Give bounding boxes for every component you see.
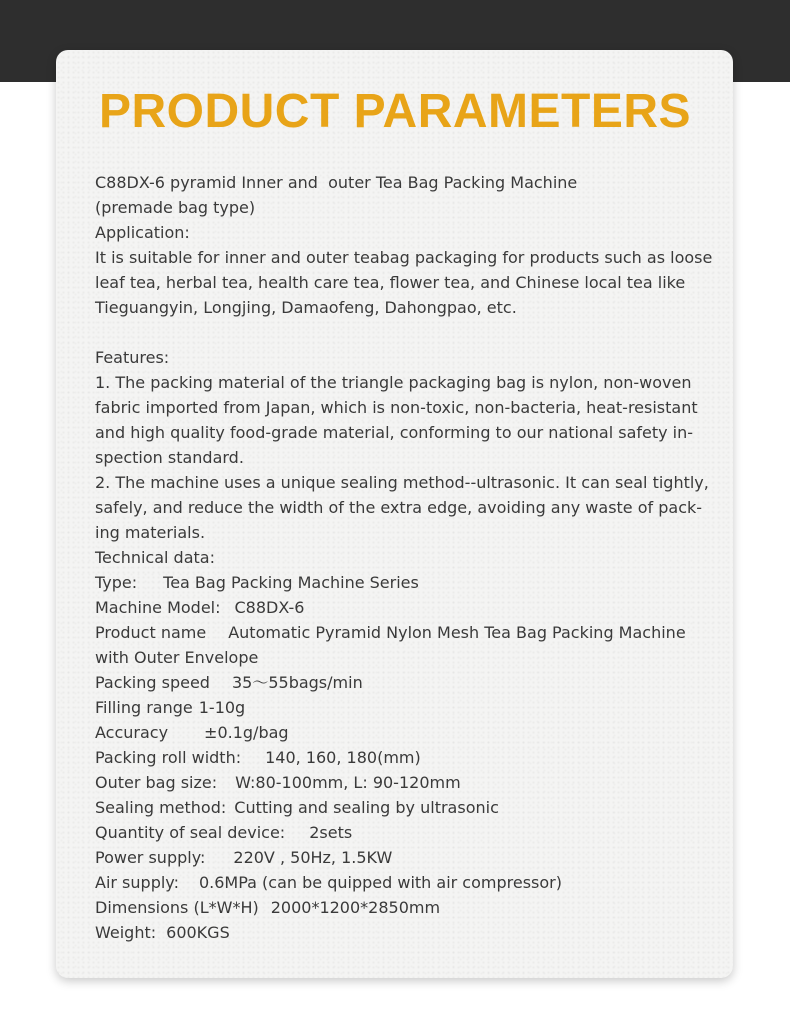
spec-value: 1-10g <box>198 698 246 717</box>
features-heading: Features: <box>95 348 170 367</box>
spec-row-weight <box>95 920 725 945</box>
features-text-line: 1. The packing material of the triangle packaging bag is nylon, non-woven <box>95 373 692 392</box>
spec-row-accuracy <box>95 720 725 745</box>
spec-row-outer-bag-size <box>95 770 725 795</box>
spec-value: Cutting and sealing by ultrasonic <box>234 798 499 817</box>
spec-label: Packing roll width: <box>95 748 242 767</box>
spec-label: Product name <box>95 623 207 642</box>
application-text-line: It is suitable for inner and outer teabag packaging for products such as loose <box>95 248 713 267</box>
spec-row-product-name-cont <box>95 645 725 670</box>
spec-row-air-supply <box>95 870 725 895</box>
application-text-line: leaf tea, herbal tea, health care tea, flower tea, and Chinese local tea like <box>95 273 686 292</box>
spec-value: 600KGS <box>166 923 230 942</box>
spec-value: 2sets <box>309 823 353 842</box>
application-text-line: Tieguangyin, Longjing, Damaofeng, Dahongpao, etc. <box>95 298 517 317</box>
product-name-line: C88DX-6 pyramid Inner and outer Tea Bag Packing Machine <box>95 173 578 192</box>
spacer <box>95 320 725 345</box>
spec-label: Weight: <box>95 923 157 942</box>
features-text-line: fabric imported from Japan, which is non-toxic, non-bacteria, heat-resistant <box>95 398 698 417</box>
spec-row-seal-device-quantity <box>95 820 725 845</box>
product-type-line: (premade bag type) <box>95 198 256 217</box>
spec-label: Air supply: <box>95 873 179 892</box>
spec-label: Power supply: <box>95 848 206 867</box>
spec-label: Quantity of seal device: <box>95 823 286 842</box>
spec-value: Tea Bag Packing Machine Series <box>163 573 419 592</box>
features-text-line: spection standard. <box>95 448 244 467</box>
spec-value: 2000*1200*2850mm <box>270 898 441 917</box>
spec-row-sealing-method <box>95 795 725 820</box>
spec-row-machine-model <box>95 595 725 620</box>
parameters-content <box>95 170 725 945</box>
spec-label: Outer bag size: <box>95 773 218 792</box>
spec-row-dimensions <box>95 895 725 920</box>
spec-value: 0.6MPa (can be quipped with air compressor) <box>198 873 562 892</box>
features-text-line: safely, and reduce the width of the extra edge, avoiding any waste of pack- <box>95 498 703 517</box>
spec-label: Machine Model: <box>95 598 221 617</box>
spec-value: 220V , 50Hz, 1.5KW <box>233 848 393 867</box>
spec-row-packing-speed <box>95 670 725 695</box>
spec-label: Sealing method: <box>95 798 227 817</box>
technical-heading: Technical data: <box>95 548 215 567</box>
spec-value: ±0.1g/bag <box>204 723 289 742</box>
spec-value: with Outer Envelope <box>95 648 259 667</box>
spec-row-power-supply <box>95 845 725 870</box>
features-text-line: 2. The machine uses a unique sealing method--ultrasonic. It can seal tightly, <box>95 473 709 492</box>
spec-row-filling-range <box>95 695 725 720</box>
spec-value: C88DX-6 <box>234 598 305 617</box>
spec-label: Dimensions (L*W*H) <box>95 898 259 917</box>
spec-label: Packing speed <box>95 673 210 692</box>
spec-value: 35～55bags/min <box>231 673 363 692</box>
spec-value: Automatic Pyramid Nylon Mesh Tea Bag Packing Machine <box>228 623 686 642</box>
spec-value: 140, 160, 180(mm) <box>265 748 421 767</box>
spec-row-type <box>95 570 725 595</box>
features-text-line: and high quality food-grade material, conforming to our national safety in- <box>95 423 694 442</box>
spec-label: Type: <box>95 573 138 592</box>
spec-label: Accuracy <box>95 723 169 742</box>
spec-row-product-name <box>95 620 725 645</box>
spec-row-packing-roll-width <box>95 745 725 770</box>
page-title: PRODUCT PARAMETERS <box>98 85 692 138</box>
spec-label: Filling range <box>95 698 193 717</box>
features-text-line: ing materials. <box>95 523 206 542</box>
application-heading: Application: <box>95 223 190 242</box>
spec-value: W:80-100mm, L: 90-120mm <box>235 773 461 792</box>
